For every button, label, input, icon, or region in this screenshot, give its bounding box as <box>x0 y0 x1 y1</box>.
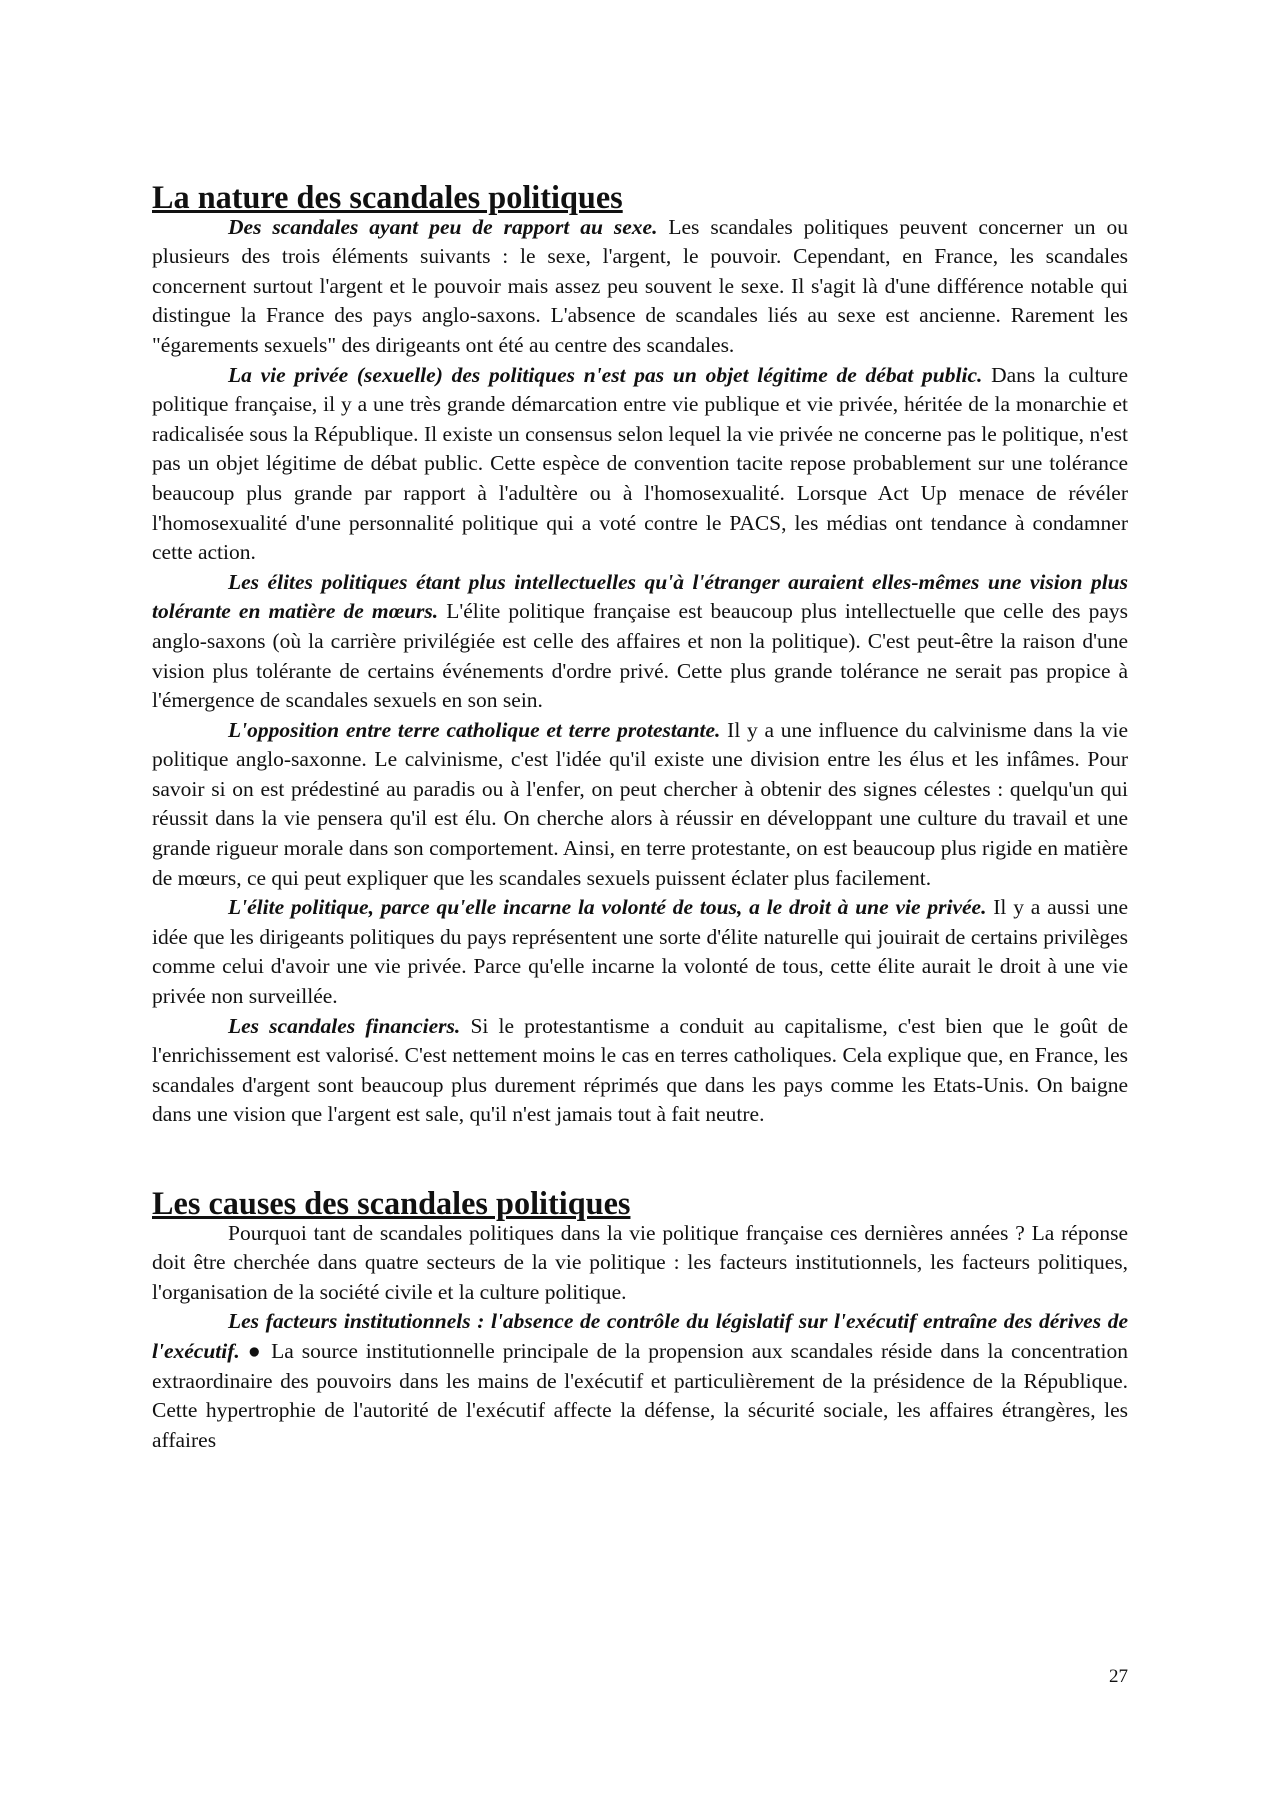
paragraph <box>152 893 1128 1011</box>
paragraph <box>152 361 1128 568</box>
paragraph-text: Il y a aussi une idée que les dirigeants politiques du pays représentent une sorte d'élite naturelle qui jouirait de certains privilèges comme celui d'avoir une vie privée. Parce qu'elle incarne la volonté de tous, cette élite aurait le droit à une vie privée non surveillée. <box>152 895 1128 1009</box>
paragraph-lead: Les élites politiques étant plus intellectuelles qu'à l'étranger auraient elles-mêmes une vision plus tolérante en matière de mœurs. <box>152 569 1128 624</box>
paragraph-lead: Les facteurs institutionnels : l'absence de contrôle du législatif sur l'exécutif entraîne des dérives de l'exécutif. <box>152 1309 1128 1363</box>
paragraph-text: Les scandales politiques peuvent concerner un ou plusieurs des trois éléments suivants : le sexe, l'argent, le pouvoir. Cependant, en France, les scandales concernent surtout l'argent et le pouvoir mais assez peu souvent le sexe. Il s'agit là d'une différence notable qui distingue la France des pays anglo-saxons. L'absence de scandales liés au sexe est ancienne. Rarement les "égarements sexuels" des dirigeants ont été au centre des scandales. <box>152 214 1128 357</box>
paragraph-text: Il y a une influence du calvinisme dans la vie politique anglo-saxonne. Le calvinisme, c'est l'idée qu'il existe une division entre les élus et les infâmes. Pour savoir si on est prédestiné au paradis ou à l'enfer, on peut chercher à obtenir des signes célestes : quelqu'un qui réussit dans la vie pensera qu'il est élu. On cherche alors à réussir en développant une culture du travail et une grande rigueur morale dans son comportement. Ainsi, en terre protestante, on est beaucoup plus rigide en matière de mœurs, ce qui peut expliquer que les scandales sexuels puissent éclater plus facilement. <box>152 717 1128 890</box>
paragraph <box>152 568 1128 716</box>
paragraph-lead: L'élite politique, parce qu'elle incarne la volonté de tous, a le droit à une vie privée. <box>228 895 987 920</box>
paragraph <box>152 213 1128 361</box>
paragraph <box>152 1307 1128 1455</box>
paragraph <box>152 1012 1128 1130</box>
paragraph-text: Dans la culture politique française, il y a une très grande démarcation entre vie publique et vie privée, héritée de la monarchie et radicalisée sous la République. Il existe un consensus selon lequel la vie privée ne concerne pas le politique, n'est pas un objet légitime de débat public. Cette espèce de convention tacite repose probablement sur une tolérance beaucoup plus grande par rapport à l'adultère ou à l'homosexualité. Lorsque Act Up menace de révéler l'homosexualité d'une personnalité politique qui a voté contre le PACS, les médias ont tendance à condamner cette action. <box>152 362 1128 565</box>
paragraph-text: Pourquoi tant de scandales politiques dans la vie politique française ces dernières années ? La réponse doit être cherchée dans quatre secteurs de la vie politique : les facteurs institutionnels, les facteurs politiques, l'organisation de la société civile et la culture politique. <box>152 1220 1128 1304</box>
paragraph-text: Si le protestantisme a conduit au capitalisme, c'est bien que le goût de l'enrichissement est valorisé. C'est nettement moins le cas en terres catholiques. Cela explique que, en France, les scandales d'argent sont beaucoup plus durement réprimés que dans les pays comme les Etats-Unis. On baigne dans une vision que l'argent est sale, qu'il n'est jamais tout à fait neutre. <box>152 1013 1128 1127</box>
paragraph <box>152 716 1128 894</box>
paragraph-lead: Des scandales ayant peu de rapport au sexe. <box>228 214 658 239</box>
paragraph-text: L'élite politique française est beaucoup plus intellectuelle que celle des pays anglo-saxons (où la carrière privilégiée est celle des affaires et non la politique). C'est peut-être la raison d'une vision plus tolérante de certains événements d'ordre privé. Cette plus grande tolérance ne serait pas propice à l'émergence de scandales sexuels en son sein. <box>152 599 1128 713</box>
document-page <box>152 179 1128 1455</box>
section-heading: Les causes des scandales politiques <box>152 1185 631 1221</box>
paragraph-lead: La vie privée (sexuelle) des politiques n'est pas un objet légitime de débat public. <box>228 362 983 387</box>
paragraph <box>152 1219 1128 1308</box>
page-number: 27 <box>1109 1666 1128 1687</box>
section-spacer <box>152 1130 1128 1189</box>
paragraph-lead: L'opposition entre terre catholique et terre protestante. <box>228 717 721 742</box>
section-heading: La nature des scandales politiques <box>152 179 623 215</box>
paragraph-text: ● La source institutionnelle principale de la propension aux scandales réside dans la concentration extraordinaire des pouvoirs dans les mains de l'exécutif et particulièrement de la présidence de la République. Cette hypertrophie de l'autorité de l'exécutif affecte la défense, la sécurité sociale, les affaires étrangères, les affaires <box>152 1338 1128 1452</box>
paragraph-lead: Les scandales financiers. <box>228 1013 461 1038</box>
